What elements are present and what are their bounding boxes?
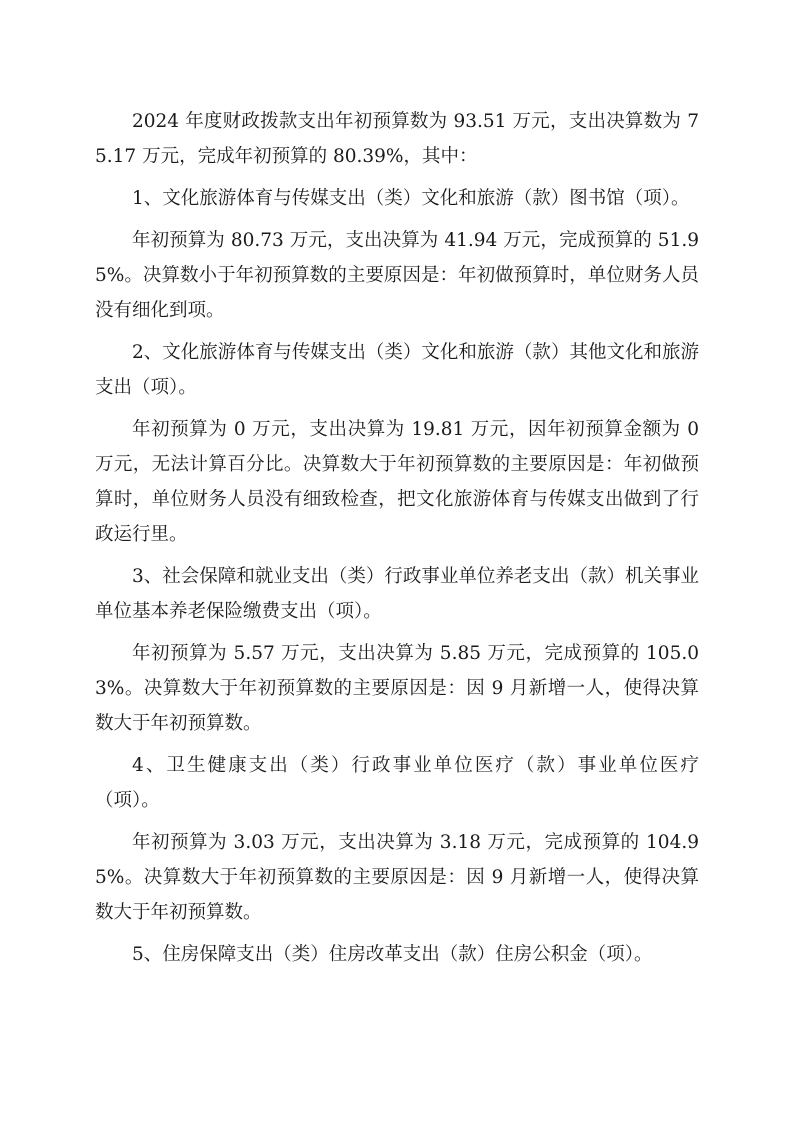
document-body: [95, 104, 699, 979]
paragraph-item-1-heading: 1、文化旅游体育与传媒支出（类）文化和旅游（款）图书馆（项）。: [132, 188, 690, 209]
paragraph-summary: 2024 年度财政拨款支出年初预算数为 93.51 万元，支出决算数为 75.17 万元，完成年初预算的 80.39%，其中：: [95, 111, 699, 167]
paragraph-item-2-heading: 2、文化旅游体育与传媒支出（类）文化和旅游（款）其他文化和旅游支出（项）。: [95, 342, 699, 398]
paragraph-item-3-heading: 3、社会保障和就业支出（类）行政事业单位养老支出（款）机关事业单位基本养老保险缴费支出（项）。: [95, 566, 699, 622]
paragraph-item-1-detail: 年初预算为 80.73 万元，支出决算为 41.94 万元，完成预算的 51.95%。决算数小于年初预算数的主要原因是：年初做预算时，单位财务人员没有细化到项。: [95, 230, 699, 321]
paragraph-item-4-heading: 4、卫生健康支出（类）行政事业单位医疗（款）事业单位医疗（项）。: [95, 755, 699, 811]
paragraph-item-4-detail: 年初预算为 3.03 万元，支出决算为 3.18 万元，完成预算的 104.95%。决算数大于年初预算数的主要原因是：因 9 月新增一人，使得决算数大于年初预算数。: [95, 832, 699, 923]
paragraph-item-2-detail: 年初预算为 0 万元，支出决算为 19.81 万元，因年初预算金额为 0 万元，无法计算百分比。决算数大于年初预算数的主要原因是：年初做预算时，单位财务人员没有细致检查，把文化旅游体育与传媒支出做到了行政运行里。: [95, 419, 699, 545]
paragraph-item-5-heading: 5、住房保障支出（类）住房改革支出（款）住房公积金（项）。: [132, 944, 653, 965]
paragraph-item-3-detail: 年初预算为 5.57 万元，支出决算为 5.85 万元，完成预算的 105.03%。决算数大于年初预算数的主要原因是：因 9 月新增一人，使得决算数大于年初预算数。: [95, 643, 699, 734]
